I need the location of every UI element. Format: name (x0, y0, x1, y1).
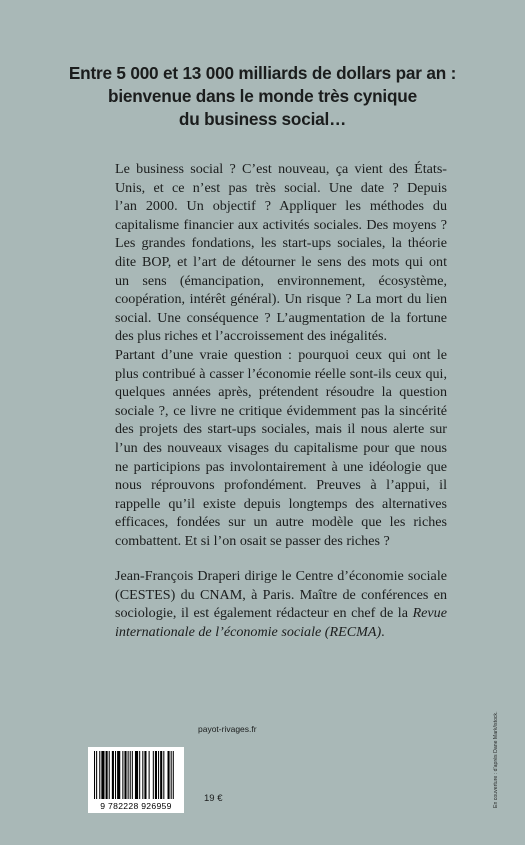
text-line: Unis, et ce n’est pas très social. Une date ? Depuis (115, 179, 447, 196)
barcode-bar (173, 751, 174, 799)
journal-title-italic: internationale de l’économie sociale (RECMA) (115, 623, 382, 640)
text-line: combattent. Et si l’on osait se passer des riches ? (115, 532, 390, 549)
text-span: sociologie, il est également rédacteur en chef de la (115, 605, 413, 622)
blurb-paragraph-1 (115, 160, 447, 346)
journal-title-italic: Revue (412, 605, 447, 622)
publisher-url: payot-rivages.fr (198, 724, 257, 734)
barcode-bar (96, 751, 97, 799)
text-line: un sens (émancipation, environnement, écosystème, (115, 272, 447, 289)
barcode-bar (109, 751, 110, 799)
barcode-bar (168, 751, 170, 799)
barcode-bar (158, 751, 159, 799)
text-line: quelques années après, prétendent résoudre la question (115, 384, 447, 401)
barcode-bar (135, 751, 138, 799)
barcode-bar (130, 751, 131, 799)
blurb-paragraph-2 (115, 346, 447, 551)
text-line: social. Une conséquence ? L’augmentation de la fortune (115, 309, 447, 326)
text-line: capitalisme financier aux activités sociales. Des moyens ? (115, 216, 447, 233)
text-line: l’un des nouveaux visages du capitalisme pour que nous (115, 439, 447, 456)
text-line: coopération, intérêt général). Un risque ? La mort du lien (115, 291, 447, 308)
barcode-bar (160, 751, 162, 799)
text-line: nous réprouvons profondément. Preuves à l’appui, il (115, 477, 447, 494)
barcode-bar (106, 751, 108, 799)
barcode-bar (112, 751, 114, 799)
text-line: rappelle qu’il existe depuis longtemps des alternatives (115, 495, 447, 512)
headline (40, 62, 485, 131)
text-line: Les grandes fondations, les start-ups sociales, la théorie (115, 235, 447, 252)
text-line: (CESTES) du CNAM, à Paris. Maître de conférences en (115, 586, 447, 603)
barcode-bar (171, 751, 172, 799)
barcode-bar (139, 751, 140, 799)
barcode-bar (144, 751, 146, 799)
barcode-bar (128, 751, 129, 799)
barcode-bar (94, 751, 95, 799)
barcode-bar (149, 751, 150, 799)
text-line: ne participions pas involontairement à une idéologie que (115, 458, 447, 475)
author-bio (115, 567, 447, 641)
text-line: plus contribué à casser l’économie réelle sont-ils ceux qui, (115, 365, 447, 382)
barcode-bar (117, 751, 120, 799)
headline-line: du business social… (178, 109, 347, 129)
barcode-bar (124, 751, 126, 799)
text-line: des projets des start-ups sociales, mais il nous alerte sur (115, 421, 447, 438)
barcode-bar (153, 751, 154, 799)
barcode-bar (101, 751, 104, 799)
barcode-icon (93, 751, 179, 799)
text-span: . (381, 623, 385, 640)
barcode (88, 747, 184, 813)
barcode-bar (163, 751, 164, 799)
text-line (115, 604, 447, 623)
text-line: Partant d’une vraie question : pourquoi ceux qui ont le (115, 347, 447, 363)
text-line: dite BOP, et l’art de détourner le sens des mots qui ont (115, 253, 447, 270)
text-line: Le business social ? C’est nouveau, ça vient des États- (115, 161, 447, 177)
text-line: des plus riches et l’accroissement des inégalités. (115, 328, 387, 345)
barcode-bar (99, 751, 100, 799)
barcode-bar (142, 751, 143, 799)
text-line: Jean-François Draperi dirige le Centre d’économie sociale (115, 568, 447, 584)
isbn-digits: 9 782228 926959 (100, 801, 172, 811)
text-line: efficaces, fondées sur un autre modèle que les riches (115, 514, 447, 531)
text-line: sociale ?, ce livre ne critique évidemment pas la sincérité (115, 402, 447, 419)
price: 19 € (204, 793, 223, 804)
barcode-bar (132, 751, 133, 799)
cover-credit: En couverture : d’après Dane Mark/istock. (493, 711, 499, 808)
headline-line: bienvenue dans le monde très cynique (108, 86, 417, 106)
text-line (115, 623, 447, 642)
barcode-bar (155, 751, 157, 799)
barcode-bar (115, 751, 116, 799)
text-line: l’an 2000. Un objectif ? Appliquer les méthodes du (115, 198, 447, 215)
headline-line: Entre 5 000 et 13 000 milliards de dollars par an : (68, 63, 457, 83)
barcode-bar (122, 751, 123, 799)
